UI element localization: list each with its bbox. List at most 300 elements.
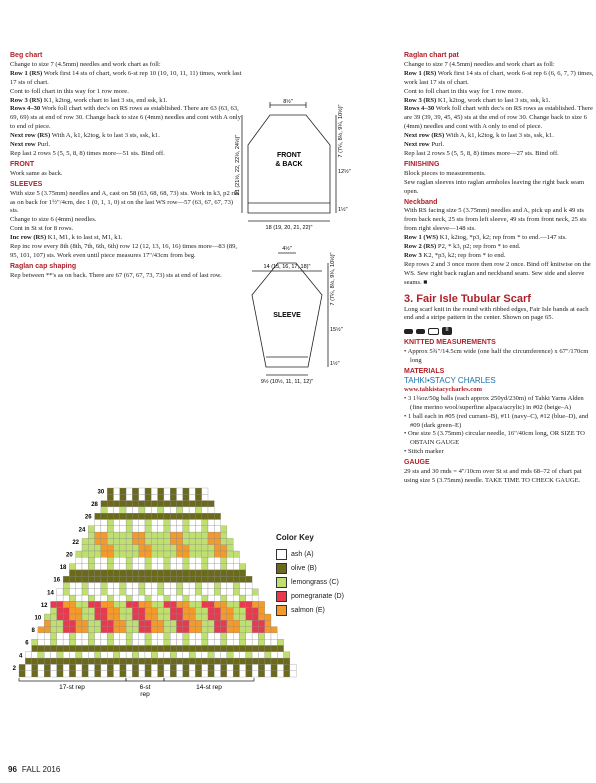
- chart-cell: [139, 570, 145, 576]
- chart-cell: [195, 501, 201, 507]
- chart-cell: [114, 627, 120, 633]
- list-item: • Stitch marker: [404, 448, 444, 456]
- chart-cell: [126, 601, 132, 607]
- chart-cell: [114, 494, 120, 500]
- chart-cell: [170, 538, 176, 544]
- paragraph: Row 3 (RS) K1, k2tog, work chart to last 3 sts, end ssk, k1.: [10, 96, 168, 104]
- chart-cell: [189, 501, 195, 507]
- chart-cell: [202, 532, 208, 538]
- chart-cell: [145, 608, 151, 614]
- chart-cell: [183, 564, 189, 570]
- chart-cell: [51, 639, 57, 645]
- chart-cell: [177, 664, 183, 670]
- paragraph: Cont in St st for 8 rows.: [10, 225, 74, 233]
- chart-cell: [195, 608, 201, 614]
- chart-cell: [101, 557, 107, 563]
- chart-cell: [202, 513, 208, 519]
- chart-cell: [177, 652, 183, 658]
- chart-cell: [107, 658, 113, 664]
- chart-cell: [221, 538, 227, 544]
- chart-cell: [51, 664, 57, 670]
- chart-cell: [95, 664, 101, 670]
- schematic-diagrams: [230, 95, 402, 385]
- chart-cell: [126, 488, 132, 494]
- chart-cell: [214, 589, 220, 595]
- chart-cell: [151, 564, 157, 570]
- chart-cell: [183, 671, 189, 677]
- paragraph: 29 sts and 30 rnds = 4"/10cm over St st and rnds 68–72 of chart pat using size 5 (3.75mm) needle. TAKE TIME TO CHECK GAUGE.: [404, 468, 582, 484]
- chart-cell: [271, 664, 277, 670]
- chart-cell: [240, 601, 246, 607]
- chart-cell: [114, 526, 120, 532]
- chart-cell: [38, 658, 44, 664]
- chart-cell: [107, 557, 113, 563]
- chart-cell: [114, 583, 120, 589]
- chart-cell: [258, 652, 264, 658]
- chart-cell: [95, 513, 101, 519]
- chart-cell: [170, 557, 176, 563]
- chart-cell: [170, 583, 176, 589]
- chart-cell: [69, 614, 75, 620]
- chart-cell: [145, 595, 151, 601]
- chart-cell: [88, 646, 94, 652]
- chart-cell: [158, 545, 164, 551]
- chart-cell: [227, 576, 233, 582]
- repeat-bracket: [19, 678, 126, 681]
- chart-cell: [208, 551, 214, 557]
- chart-cell: [195, 601, 201, 607]
- section-heading: FRONT: [10, 160, 35, 168]
- chart-cell: [227, 671, 233, 677]
- chart-cell: [221, 595, 227, 601]
- chart-cell: [177, 545, 183, 551]
- chart-cell: [126, 501, 132, 507]
- chart-cell: [107, 608, 113, 614]
- chart-cell: [32, 639, 38, 645]
- chart-cell: [145, 601, 151, 607]
- chart-cell: [139, 583, 145, 589]
- chart-cell: [246, 608, 252, 614]
- chart-cell: [120, 532, 126, 538]
- chart-cell: [114, 595, 120, 601]
- chart-cell: [183, 501, 189, 507]
- chart-cell: [82, 551, 88, 557]
- chart-cell: [114, 513, 120, 519]
- chart-cell: [88, 614, 94, 620]
- chart-cell: [208, 620, 214, 626]
- paragraph: Row 1 (WS) K1, k2tog, *p3, k2; rep from * to end.—147 sts.: [404, 234, 567, 242]
- chart-cell: [139, 589, 145, 595]
- chart-cell: [57, 671, 63, 677]
- chart-cell: [265, 652, 271, 658]
- chart-cell: [25, 664, 31, 670]
- chart-cell: [114, 652, 120, 658]
- chart-cell: [208, 526, 214, 532]
- chart-cell: [69, 583, 75, 589]
- chart-cell: [145, 564, 151, 570]
- chart-cell: [183, 513, 189, 519]
- chart-cell: [164, 620, 170, 626]
- chart-cell: [63, 633, 69, 639]
- chart-cell: [151, 627, 157, 633]
- chart-cell: [195, 513, 201, 519]
- chart-cell: [233, 671, 239, 677]
- chart-cell: [101, 538, 107, 544]
- chart-cell: [19, 664, 25, 670]
- chart-cell: [145, 526, 151, 532]
- chart-cell: [195, 520, 201, 526]
- chart-cell: [233, 614, 239, 620]
- chart-cell: [151, 658, 157, 664]
- paragraph: Work same as back.: [10, 169, 63, 177]
- chart-cell: [195, 557, 201, 563]
- chart-cell: [95, 652, 101, 658]
- chart-cell: [38, 633, 44, 639]
- chart-cell: [107, 589, 113, 595]
- chart-cell: [189, 526, 195, 532]
- chart-cell: [227, 633, 233, 639]
- chart-cell: [246, 652, 252, 658]
- chart-cell: [170, 570, 176, 576]
- section-heading: Neckband: [404, 198, 438, 206]
- chart-cell: [214, 551, 220, 557]
- chart-cell: [177, 633, 183, 639]
- chart-cell: [101, 520, 107, 526]
- chart-cell: [57, 601, 63, 607]
- chart-cell: [221, 627, 227, 633]
- chart-cell: [202, 557, 208, 563]
- chart-cell: [195, 526, 201, 532]
- chart-cell: [145, 639, 151, 645]
- brand-url[interactable]: www.tahkistacycharles.com: [404, 385, 483, 393]
- chart-cell: [221, 646, 227, 652]
- color-key: [276, 533, 344, 617]
- chart-cell: [202, 488, 208, 494]
- chart-cell: [69, 564, 75, 570]
- chart-cell: [82, 627, 88, 633]
- chart-cell: [145, 664, 151, 670]
- chart-cell: [101, 564, 107, 570]
- chart-cell: [164, 507, 170, 513]
- chart-row-label: 14: [47, 590, 54, 597]
- chart-cell: [51, 652, 57, 658]
- repeat-bracket: [126, 678, 164, 681]
- chart-cell: [202, 595, 208, 601]
- page-footer: [8, 765, 60, 774]
- chart-cell: [132, 639, 138, 645]
- chart-cell: [183, 633, 189, 639]
- chart-cell: [38, 671, 44, 677]
- sleeve-raglan-dim: 7 (7¼, 8½, 9¼, 10½)": [330, 252, 336, 306]
- chart-cell: [177, 526, 183, 532]
- chart-cell: [170, 608, 176, 614]
- chart-cell: [195, 614, 201, 620]
- chart-cell: [101, 513, 107, 519]
- chart-cell: [214, 576, 220, 582]
- chart-cell: [114, 658, 120, 664]
- chart-cell: [227, 583, 233, 589]
- chart-cell: [183, 627, 189, 633]
- chart-cell: [69, 620, 75, 626]
- chart-cell: [132, 671, 138, 677]
- chart-cell: [170, 595, 176, 601]
- chart-cell: [126, 513, 132, 519]
- chart-cell: [139, 513, 145, 519]
- chart-cell: [32, 671, 38, 677]
- chart-cell: [221, 551, 227, 557]
- chart-cell: [76, 551, 82, 557]
- chart-cell: [88, 576, 94, 582]
- chart-cell: [258, 664, 264, 670]
- chart-cell: [95, 538, 101, 544]
- chart-row-label: 12: [40, 602, 48, 609]
- chart-cell: [158, 646, 164, 652]
- chart-cell: [126, 520, 132, 526]
- chart-cell: [88, 564, 94, 570]
- chart-cell: [177, 488, 183, 494]
- chart-cell: [126, 557, 132, 563]
- chart-cell: [57, 652, 63, 658]
- chart-cell: [221, 664, 227, 670]
- chart-cell: [63, 671, 69, 677]
- chart-cell: [132, 513, 138, 519]
- chart-cell: [95, 608, 101, 614]
- chart-cell: [145, 494, 151, 500]
- chart-cell: [120, 671, 126, 677]
- chart-cell: [132, 545, 138, 551]
- chart-cell: [195, 646, 201, 652]
- chart-cell: [151, 576, 157, 582]
- chart-cell: [202, 545, 208, 551]
- chart-cell: [177, 658, 183, 664]
- color-key-item: [276, 589, 344, 603]
- chart-cell: [183, 652, 189, 658]
- chart-cell: [145, 501, 151, 507]
- chart-cell: [183, 658, 189, 664]
- chart-cell: [202, 507, 208, 513]
- chart-cell: [177, 532, 183, 538]
- chart-row-label: 10: [34, 615, 42, 622]
- chart-cell: [189, 494, 195, 500]
- chart-cell: [69, 646, 75, 652]
- chart-cell: [221, 601, 227, 607]
- chart-cell: [233, 652, 239, 658]
- chart-cell: [145, 532, 151, 538]
- chart-cell: [114, 614, 120, 620]
- color-key-item: [276, 547, 344, 561]
- chart-row-label: 6: [25, 640, 29, 647]
- chart-cell: [246, 633, 252, 639]
- chart-cell: [158, 608, 164, 614]
- chart-cell: [132, 570, 138, 576]
- chart-cell: [214, 608, 220, 614]
- chart-cell: [114, 501, 120, 507]
- paragraph: Rep inc row every 8th (8th, 7th, 6th, 6th) row 12 (12, 13, 16, 16) times more—83 (89, 95, 101, 107) sts. Work even until piece measures 17"/43cm from beg.: [10, 243, 238, 259]
- chart-cell: [227, 614, 233, 620]
- chart-cell: [69, 664, 75, 670]
- chart-cell: [76, 639, 82, 645]
- chart-cell: [189, 513, 195, 519]
- chart-cell: [114, 646, 120, 652]
- chart-cell: [214, 526, 220, 532]
- paragraph: Sew raglan sleeves into raglan armholes leaving the right back seam open.: [404, 178, 585, 195]
- chart-cell: [240, 671, 246, 677]
- chart-cell: [240, 658, 246, 664]
- chart-cell: [252, 620, 258, 626]
- chart-cell: [114, 532, 120, 538]
- chart-cell: [132, 614, 138, 620]
- chart-cell: [233, 658, 239, 664]
- chart-cell: [170, 564, 176, 570]
- chart-cell: [151, 501, 157, 507]
- chart-cell: [126, 652, 132, 658]
- chart-cell: [195, 639, 201, 645]
- chart-cell: [76, 671, 82, 677]
- chart-cell: [114, 538, 120, 544]
- chart-cell: [221, 608, 227, 614]
- chart-cell: [51, 671, 57, 677]
- chart-cell: [183, 494, 189, 500]
- chart-cell: [44, 614, 50, 620]
- chart-cell: [158, 652, 164, 658]
- chart-cell: [107, 570, 113, 576]
- chart-cell: [63, 608, 69, 614]
- chart-row-label: 20: [66, 552, 73, 559]
- chart-cell: [170, 589, 176, 595]
- chart-cell: [32, 664, 38, 670]
- chart-cell: [252, 646, 258, 652]
- chart-cell: [114, 551, 120, 557]
- chart-cell: [214, 545, 220, 551]
- chart-cell: [195, 576, 201, 582]
- chart-cell: [151, 538, 157, 544]
- chart-cell: [32, 646, 38, 652]
- chart-cell: [158, 494, 164, 500]
- chart-cell: [214, 627, 220, 633]
- color-key-label: ash (A): [291, 550, 314, 558]
- chart-cell: [221, 620, 227, 626]
- chart-cell: [189, 576, 195, 582]
- chart-cell: [240, 583, 246, 589]
- chart-cell: [189, 633, 195, 639]
- chart-cell: [221, 532, 227, 538]
- chart-cell: [132, 557, 138, 563]
- front-label: FRONT: [276, 152, 302, 159]
- chart-cell: [221, 589, 227, 595]
- chart-cell: [214, 601, 220, 607]
- chart-cell: [63, 664, 69, 670]
- chart-cell: [170, 627, 176, 633]
- chart-cell: [139, 494, 145, 500]
- chart-cell: [164, 595, 170, 601]
- paragraph: Rep between **'s as on back. There are 67 (67, 67, 73, 73) sts at end of last row.: [10, 271, 222, 279]
- chart-cell: [69, 601, 75, 607]
- chart-cell: [126, 532, 132, 538]
- chart-cell: [107, 633, 113, 639]
- chart-cell: [88, 551, 94, 557]
- chart-cell: [95, 627, 101, 633]
- color-key-label: lemongrass (C): [291, 578, 339, 586]
- chart-cell: [63, 589, 69, 595]
- chart-cell: [145, 583, 151, 589]
- chart-cell: [214, 614, 220, 620]
- chart-cell: [221, 639, 227, 645]
- chart-cell: [221, 614, 227, 620]
- chart-cell: [265, 658, 271, 664]
- chart-cell: [151, 589, 157, 595]
- chart-cell: [177, 583, 183, 589]
- chart-cell: [189, 652, 195, 658]
- chart-cell: [69, 608, 75, 614]
- chart-cell: [158, 551, 164, 557]
- chart-cell: [227, 658, 233, 664]
- chart-cell: [145, 576, 151, 582]
- chart-cell: [132, 507, 138, 513]
- chart-cell: [107, 639, 113, 645]
- chart-cell: [126, 583, 132, 589]
- chart-cell: [88, 570, 94, 576]
- color-swatch: [276, 563, 287, 574]
- chart-cell: [101, 507, 107, 513]
- chart-cell: [132, 652, 138, 658]
- chart-cell: [246, 671, 252, 677]
- front-width-dim: 18 (19, 20, 21, 22)": [265, 225, 313, 231]
- chart-cell: [170, 671, 176, 677]
- chart-cell: [233, 664, 239, 670]
- chart-cell: [183, 620, 189, 626]
- chart-cell: [214, 538, 220, 544]
- chart-cell: [195, 671, 201, 677]
- chart-cell: [139, 526, 145, 532]
- chart-cell: [76, 664, 82, 670]
- chart-cell: [177, 595, 183, 601]
- chart-cell: [246, 595, 252, 601]
- chart-cell: [214, 520, 220, 526]
- chart-row-label: 8: [31, 628, 35, 635]
- chart-cell: [183, 526, 189, 532]
- paragraph: Rep last 2 rows 5 (5, 5, 8, 8) times more—51 sts. Bind off.: [10, 149, 165, 157]
- section-heading: SLEEVES: [10, 180, 43, 188]
- chart-cell: [158, 595, 164, 601]
- chart-cell: [208, 513, 214, 519]
- chart-cell: [158, 520, 164, 526]
- chart-cell: [139, 551, 145, 557]
- chart-cell: [145, 507, 151, 513]
- left-column: [10, 50, 243, 281]
- chart-cell: [265, 671, 271, 677]
- chart-cell: [189, 639, 195, 645]
- chart-cell: [63, 614, 69, 620]
- chart-cell: [258, 671, 264, 677]
- chart-cell: [240, 639, 246, 645]
- chart-cell: [126, 551, 132, 557]
- chart-cell: [82, 639, 88, 645]
- chart-cell: [246, 583, 252, 589]
- chart-cell: [208, 589, 214, 595]
- chart-cell: [76, 608, 82, 614]
- chart-cell: [265, 664, 271, 670]
- color-key-label: salmon (E): [291, 606, 325, 614]
- chart-cell: [101, 608, 107, 614]
- chart-cell: [151, 557, 157, 563]
- chart-cell: [107, 513, 113, 519]
- chart-cell: [214, 513, 220, 519]
- chart-cell: [195, 652, 201, 658]
- chart-cell: [51, 646, 57, 652]
- chart-cell: [164, 488, 170, 494]
- chart-cell: [107, 595, 113, 601]
- chart-cell: [170, 633, 176, 639]
